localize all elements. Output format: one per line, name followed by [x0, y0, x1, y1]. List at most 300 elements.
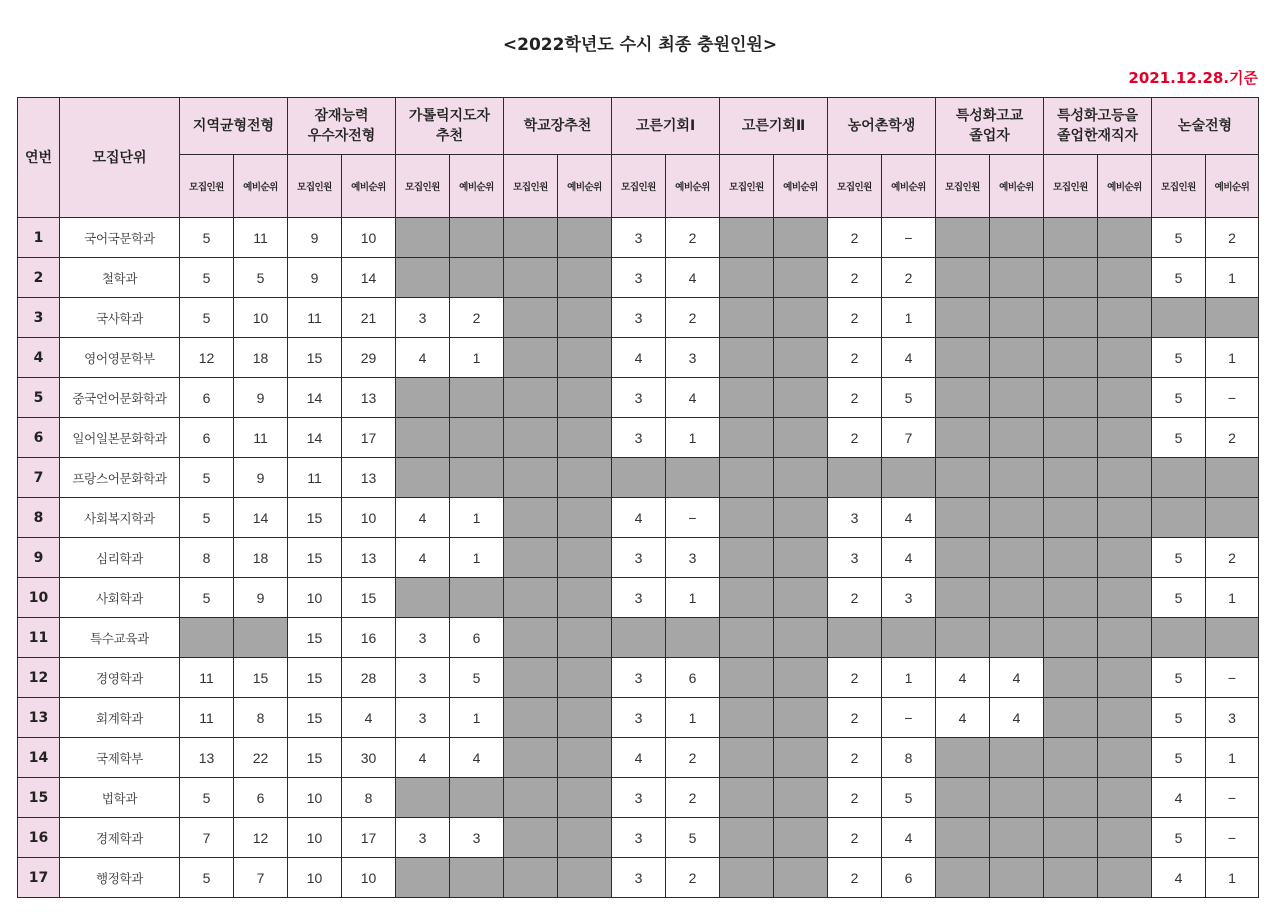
not-applicable-cell	[720, 618, 774, 658]
recruit-count-cell: 5	[1152, 698, 1206, 738]
not-applicable-cell	[558, 778, 612, 818]
header-recruit: 모집인원	[180, 155, 234, 218]
recruit-count-cell: 3	[612, 818, 666, 858]
table-row	[18, 738, 1259, 778]
recruit-count-cell: 11	[180, 658, 234, 698]
not-applicable-cell	[774, 618, 828, 658]
not-applicable-cell	[504, 618, 558, 658]
not-applicable-cell	[396, 458, 450, 498]
recruit-count-cell: 5	[1152, 538, 1206, 578]
row-number: 12	[18, 658, 60, 698]
waitlist-rank-cell: 1	[882, 658, 936, 698]
row-number: 17	[18, 858, 60, 898]
not-applicable-cell	[720, 338, 774, 378]
recruitment-unit: 경제학과	[60, 818, 180, 858]
not-applicable-cell	[936, 498, 990, 538]
header-recruit: 모집인원	[828, 155, 882, 218]
not-applicable-cell	[990, 778, 1044, 818]
recruit-count-cell: 4	[396, 338, 450, 378]
waitlist-rank-cell: 8	[234, 698, 288, 738]
not-applicable-cell	[450, 418, 504, 458]
not-applicable-cell	[396, 378, 450, 418]
recruit-count-cell: 15	[288, 498, 342, 538]
not-applicable-cell	[504, 738, 558, 778]
recruit-count-cell: 5	[1152, 378, 1206, 418]
recruit-count-cell: 3	[612, 858, 666, 898]
table-row	[18, 378, 1259, 418]
not-applicable-cell	[558, 698, 612, 738]
not-applicable-cell	[936, 578, 990, 618]
recruit-count-cell: 2	[828, 818, 882, 858]
recruit-count-cell: 2	[828, 298, 882, 338]
recruit-count-cell: 11	[288, 458, 342, 498]
not-applicable-cell	[558, 258, 612, 298]
waitlist-rank-cell: 4	[450, 738, 504, 778]
table-row	[18, 258, 1259, 298]
table-row	[18, 818, 1259, 858]
recruit-count-cell: 10	[288, 858, 342, 898]
not-applicable-cell	[1098, 698, 1152, 738]
waitlist-rank-cell: −	[1206, 378, 1259, 418]
waitlist-rank-cell: 18	[234, 338, 288, 378]
recruit-count-cell: 5	[180, 218, 234, 258]
not-applicable-cell	[882, 458, 936, 498]
not-applicable-cell	[990, 578, 1044, 618]
waitlist-rank-cell: 18	[234, 538, 288, 578]
waitlist-rank-cell: 14	[234, 498, 288, 538]
table-row	[18, 578, 1259, 618]
recruit-count-cell: 5	[180, 858, 234, 898]
not-applicable-cell	[1044, 538, 1098, 578]
waitlist-rank-cell: 2	[450, 298, 504, 338]
header-no: 연번	[18, 98, 60, 218]
row-number: 9	[18, 538, 60, 578]
not-applicable-cell	[558, 738, 612, 778]
header-recruit: 모집인원	[1152, 155, 1206, 218]
header-waitlist: 예비순위	[774, 155, 828, 218]
not-applicable-cell	[612, 458, 666, 498]
not-applicable-cell	[1206, 458, 1259, 498]
waitlist-rank-cell: 1	[1206, 338, 1259, 378]
not-applicable-cell	[558, 658, 612, 698]
not-applicable-cell	[936, 738, 990, 778]
not-applicable-cell	[558, 338, 612, 378]
not-applicable-cell	[1098, 218, 1152, 258]
waitlist-rank-cell: 4	[666, 258, 720, 298]
recruit-count-cell: 4	[1152, 858, 1206, 898]
row-number: 2	[18, 258, 60, 298]
header-category-line1: 학교장추천	[523, 118, 592, 134]
not-applicable-cell	[774, 658, 828, 698]
waitlist-rank-cell: 13	[342, 458, 396, 498]
header-row-subcolumns	[18, 155, 1259, 218]
not-applicable-cell	[990, 618, 1044, 658]
not-applicable-cell	[990, 498, 1044, 538]
recruitment-unit: 회계학과	[60, 698, 180, 738]
header-waitlist: 예비순위	[990, 155, 1044, 218]
not-applicable-cell	[504, 218, 558, 258]
recruit-count-cell: 5	[180, 778, 234, 818]
not-applicable-cell	[558, 378, 612, 418]
header-recruit: 모집인원	[396, 155, 450, 218]
recruit-count-cell: 15	[288, 618, 342, 658]
not-applicable-cell	[1098, 378, 1152, 418]
not-applicable-cell	[1044, 858, 1098, 898]
recruit-count-cell: 4	[936, 698, 990, 738]
header-category-line1: 고른기회Ⅱ	[741, 118, 806, 134]
waitlist-rank-cell: 4	[882, 538, 936, 578]
waitlist-rank-cell: 6	[666, 658, 720, 698]
not-applicable-cell	[828, 458, 882, 498]
not-applicable-cell	[990, 218, 1044, 258]
not-applicable-cell	[1206, 298, 1259, 338]
table-row	[18, 618, 1259, 658]
header-category-line2: 추천	[435, 128, 464, 144]
not-applicable-cell	[504, 418, 558, 458]
recruit-count-cell: 3	[612, 258, 666, 298]
recruit-count-cell: 2	[828, 858, 882, 898]
not-applicable-cell	[720, 258, 774, 298]
recruitment-unit: 일어일본문화학과	[60, 418, 180, 458]
not-applicable-cell	[450, 218, 504, 258]
not-applicable-cell	[720, 218, 774, 258]
not-applicable-cell	[1098, 618, 1152, 658]
not-applicable-cell	[1044, 498, 1098, 538]
recruit-count-cell: 5	[1152, 258, 1206, 298]
recruit-count-cell: 9	[288, 258, 342, 298]
waitlist-rank-cell: 5	[666, 818, 720, 858]
table-row	[18, 658, 1259, 698]
header-category-line2: 졸업자	[969, 128, 1010, 144]
waitlist-rank-cell: 10	[342, 858, 396, 898]
header-category-line1: 특성화고교	[955, 108, 1024, 124]
header-category	[612, 98, 720, 155]
recruitment-unit: 국제학부	[60, 738, 180, 778]
header-unit: 모집단위	[60, 98, 180, 218]
recruit-count-cell: 3	[828, 498, 882, 538]
recruit-count-cell: 5	[180, 498, 234, 538]
header-category-line1: 지역균형전형	[192, 118, 275, 134]
table-row	[18, 538, 1259, 578]
not-applicable-cell	[936, 298, 990, 338]
not-applicable-cell	[774, 698, 828, 738]
not-applicable-cell	[504, 858, 558, 898]
waitlist-rank-cell: 16	[342, 618, 396, 658]
not-applicable-cell	[1098, 858, 1152, 898]
not-applicable-cell	[936, 418, 990, 458]
not-applicable-cell	[450, 858, 504, 898]
table-row	[18, 338, 1259, 378]
waitlist-rank-cell: 1	[666, 418, 720, 458]
not-applicable-cell	[396, 578, 450, 618]
table-row	[18, 778, 1259, 818]
not-applicable-cell	[990, 378, 1044, 418]
not-applicable-cell	[1098, 818, 1152, 858]
recruit-count-cell: 2	[828, 418, 882, 458]
recruit-count-cell: 3	[396, 658, 450, 698]
header-recruit: 모집인원	[612, 155, 666, 218]
not-applicable-cell	[774, 298, 828, 338]
row-number: 15	[18, 778, 60, 818]
header-category-line1: 농어촌학생	[847, 118, 916, 134]
not-applicable-cell	[774, 458, 828, 498]
not-applicable-cell	[720, 738, 774, 778]
recruit-count-cell: 2	[828, 378, 882, 418]
not-applicable-cell	[504, 778, 558, 818]
not-applicable-cell	[1152, 458, 1206, 498]
recruit-count-cell: 15	[288, 738, 342, 778]
waitlist-rank-cell: 4	[990, 658, 1044, 698]
not-applicable-cell	[720, 698, 774, 738]
header-category-line1: 특성화고등을	[1056, 108, 1139, 124]
not-applicable-cell	[396, 258, 450, 298]
waitlist-rank-cell: 11	[234, 218, 288, 258]
header-waitlist: 예비순위	[1206, 155, 1259, 218]
waitlist-rank-cell: 2	[1206, 538, 1259, 578]
recruit-count-cell: 12	[180, 338, 234, 378]
row-number: 4	[18, 338, 60, 378]
row-number: 5	[18, 378, 60, 418]
recruit-count-cell: 2	[828, 218, 882, 258]
header-waitlist: 예비순위	[666, 155, 720, 218]
not-applicable-cell	[936, 618, 990, 658]
recruit-count-cell: 3	[612, 778, 666, 818]
waitlist-rank-cell: 2	[666, 778, 720, 818]
recruit-count-cell: 3	[612, 218, 666, 258]
header-waitlist: 예비순위	[234, 155, 288, 218]
waitlist-rank-cell: 2	[1206, 418, 1259, 458]
waitlist-rank-cell: 3	[450, 818, 504, 858]
waitlist-rank-cell: 10	[342, 498, 396, 538]
waitlist-rank-cell: 1	[666, 698, 720, 738]
not-applicable-cell	[936, 338, 990, 378]
recruit-count-cell: 3	[612, 298, 666, 338]
waitlist-rank-cell: 2	[1206, 218, 1259, 258]
recruit-count-cell: 3	[396, 298, 450, 338]
recruitment-unit: 법학과	[60, 778, 180, 818]
recruit-count-cell: 9	[288, 218, 342, 258]
not-applicable-cell	[504, 538, 558, 578]
recruit-count-cell: 3	[396, 618, 450, 658]
recruit-count-cell: 4	[396, 498, 450, 538]
not-applicable-cell	[612, 618, 666, 658]
waitlist-rank-cell: −	[1206, 778, 1259, 818]
not-applicable-cell	[558, 858, 612, 898]
not-applicable-cell	[504, 658, 558, 698]
not-applicable-cell	[720, 378, 774, 418]
not-applicable-cell	[774, 258, 828, 298]
recruit-count-cell: 2	[828, 658, 882, 698]
not-applicable-cell	[936, 538, 990, 578]
waitlist-rank-cell: 22	[234, 738, 288, 778]
not-applicable-cell	[504, 258, 558, 298]
waitlist-rank-cell: 4	[882, 498, 936, 538]
not-applicable-cell	[1044, 458, 1098, 498]
recruit-count-cell: 3	[612, 378, 666, 418]
recruit-count-cell: 4	[396, 538, 450, 578]
waitlist-rank-cell: 2	[666, 298, 720, 338]
recruit-count-cell: 10	[288, 578, 342, 618]
waitlist-rank-cell: 6	[882, 858, 936, 898]
header-category-line1: 고른기회Ⅰ	[635, 118, 696, 134]
not-applicable-cell	[1098, 658, 1152, 698]
not-applicable-cell	[1044, 298, 1098, 338]
not-applicable-cell	[396, 778, 450, 818]
not-applicable-cell	[774, 538, 828, 578]
header-category-line1: 잠재능력	[314, 108, 369, 124]
waitlist-rank-cell: 7	[234, 858, 288, 898]
not-applicable-cell	[1044, 698, 1098, 738]
recruit-count-cell: 13	[180, 738, 234, 778]
waitlist-rank-cell: 5	[882, 378, 936, 418]
row-number: 8	[18, 498, 60, 538]
not-applicable-cell	[720, 858, 774, 898]
recruitment-unit: 행정학과	[60, 858, 180, 898]
recruit-count-cell: 2	[828, 578, 882, 618]
waitlist-rank-cell: 10	[234, 298, 288, 338]
not-applicable-cell	[774, 858, 828, 898]
waitlist-rank-cell: 2	[666, 858, 720, 898]
recruit-count-cell: 5	[1152, 578, 1206, 618]
not-applicable-cell	[720, 658, 774, 698]
not-applicable-cell	[1152, 298, 1206, 338]
header-waitlist: 예비순위	[450, 155, 504, 218]
not-applicable-cell	[558, 218, 612, 258]
waitlist-rank-cell: 11	[234, 418, 288, 458]
not-applicable-cell	[1044, 618, 1098, 658]
not-applicable-cell	[990, 298, 1044, 338]
recruit-count-cell: 2	[828, 778, 882, 818]
not-applicable-cell	[450, 578, 504, 618]
waitlist-rank-cell: 17	[342, 818, 396, 858]
recruit-count-cell: 3	[612, 418, 666, 458]
not-applicable-cell	[936, 458, 990, 498]
recruit-count-cell: 2	[828, 698, 882, 738]
waitlist-rank-cell: 28	[342, 658, 396, 698]
waitlist-rank-cell: 7	[882, 418, 936, 458]
not-applicable-cell	[234, 618, 288, 658]
recruit-count-cell: 5	[1152, 218, 1206, 258]
recruit-count-cell: 4	[612, 498, 666, 538]
not-applicable-cell	[1098, 538, 1152, 578]
recruit-count-cell: 15	[288, 698, 342, 738]
recruit-count-cell: 5	[1152, 418, 1206, 458]
not-applicable-cell	[1044, 418, 1098, 458]
row-number: 16	[18, 818, 60, 858]
not-applicable-cell	[936, 218, 990, 258]
recruit-count-cell: 3	[612, 578, 666, 618]
recruit-count-cell: 5	[1152, 738, 1206, 778]
not-applicable-cell	[1098, 258, 1152, 298]
not-applicable-cell	[882, 618, 936, 658]
row-number: 7	[18, 458, 60, 498]
recruit-count-cell: 5	[180, 578, 234, 618]
not-applicable-cell	[720, 578, 774, 618]
recruit-count-cell: 4	[612, 338, 666, 378]
header-category-line2: 우수자전형	[307, 128, 376, 144]
not-applicable-cell	[1044, 218, 1098, 258]
recruit-count-cell: 5	[1152, 658, 1206, 698]
not-applicable-cell	[1044, 658, 1098, 698]
not-applicable-cell	[1206, 498, 1259, 538]
header-row-categories	[18, 98, 1259, 155]
recruit-count-cell: 4	[612, 738, 666, 778]
not-applicable-cell	[990, 538, 1044, 578]
recruit-count-cell: 6	[180, 418, 234, 458]
recruit-count-cell: 15	[288, 538, 342, 578]
waitlist-rank-cell: 17	[342, 418, 396, 458]
waitlist-rank-cell: 15	[234, 658, 288, 698]
recruit-count-cell: 7	[180, 818, 234, 858]
recruit-count-cell: 2	[828, 738, 882, 778]
recruitment-unit: 심리학과	[60, 538, 180, 578]
waitlist-rank-cell: 2	[882, 258, 936, 298]
table-row	[18, 498, 1259, 538]
waitlist-rank-cell: 4	[882, 818, 936, 858]
not-applicable-cell	[504, 378, 558, 418]
not-applicable-cell	[774, 578, 828, 618]
recruitment-unit: 경영학과	[60, 658, 180, 698]
waitlist-rank-cell: 13	[342, 378, 396, 418]
waitlist-rank-cell: −	[666, 498, 720, 538]
not-applicable-cell	[990, 338, 1044, 378]
not-applicable-cell	[1044, 738, 1098, 778]
waitlist-rank-cell: 1	[1206, 858, 1259, 898]
not-applicable-cell	[504, 698, 558, 738]
not-applicable-cell	[1044, 578, 1098, 618]
not-applicable-cell	[1044, 338, 1098, 378]
waitlist-rank-cell: 1	[1206, 578, 1259, 618]
waitlist-rank-cell: 9	[234, 578, 288, 618]
not-applicable-cell	[720, 778, 774, 818]
not-applicable-cell	[936, 258, 990, 298]
not-applicable-cell	[396, 218, 450, 258]
header-category	[1152, 98, 1259, 155]
not-applicable-cell	[180, 618, 234, 658]
not-applicable-cell	[936, 778, 990, 818]
waitlist-rank-cell: −	[1206, 818, 1259, 858]
not-applicable-cell	[1098, 778, 1152, 818]
recruit-count-cell: 3	[612, 658, 666, 698]
recruitment-unit: 특수교육과	[60, 618, 180, 658]
not-applicable-cell	[558, 538, 612, 578]
not-applicable-cell	[1098, 458, 1152, 498]
header-category	[720, 98, 828, 155]
waitlist-rank-cell: 5	[882, 778, 936, 818]
not-applicable-cell	[504, 458, 558, 498]
not-applicable-cell	[774, 418, 828, 458]
waitlist-rank-cell: 1	[1206, 738, 1259, 778]
not-applicable-cell	[558, 818, 612, 858]
waitlist-rank-cell: 5	[234, 258, 288, 298]
recruit-count-cell: 4	[936, 658, 990, 698]
waitlist-rank-cell: 10	[342, 218, 396, 258]
recruit-count-cell: 10	[288, 778, 342, 818]
not-applicable-cell	[558, 418, 612, 458]
header-category	[180, 98, 288, 155]
header-waitlist: 예비순위	[342, 155, 396, 218]
not-applicable-cell	[990, 458, 1044, 498]
recruit-count-cell: 5	[1152, 338, 1206, 378]
recruitment-unit: 국어국문학과	[60, 218, 180, 258]
waitlist-rank-cell: 21	[342, 298, 396, 338]
waitlist-rank-cell: 1	[450, 498, 504, 538]
table-row	[18, 698, 1259, 738]
not-applicable-cell	[1098, 298, 1152, 338]
recruitment-unit: 사회학과	[60, 578, 180, 618]
table-row	[18, 458, 1259, 498]
waitlist-rank-cell: 4	[882, 338, 936, 378]
